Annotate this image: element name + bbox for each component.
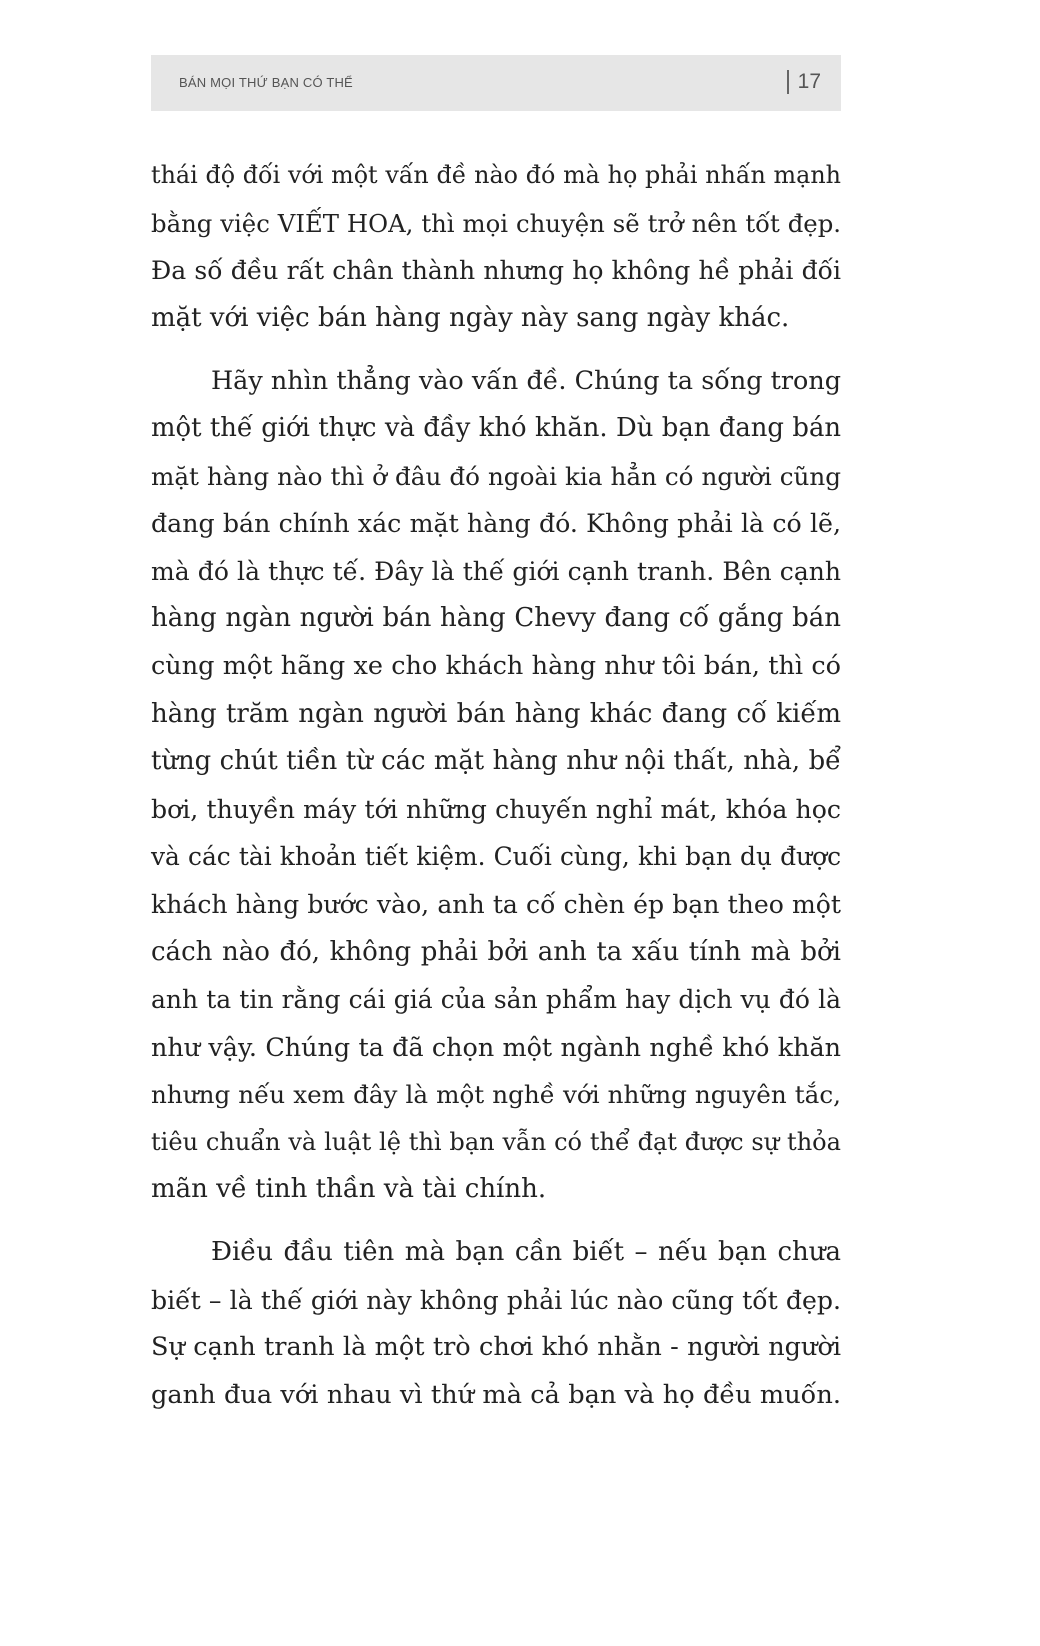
running-header — [151, 55, 841, 111]
text-line: hàng ngàn người bán hàng Chevy đang cố gắng bán — [151, 603, 841, 634]
text-line: biết – là thế giới này không phải lúc nào cũng tốt đẹp. — [151, 1285, 841, 1315]
text-line: hàng trăm ngàn người bán hàng khác đang cố kiếm — [151, 698, 841, 729]
text-line: mà đó là thực tế. Đây là thế giới cạnh tranh. Bên cạnh — [151, 556, 841, 586]
text-line: bơi, thuyền máy tới những chuyến nghỉ mát, khóa học — [151, 794, 841, 824]
text-line: thái độ đối với một vấn đề nào đó mà họ phải nhấn mạnh — [151, 161, 841, 189]
text-line: Điều đầu tiên mà bạn cần biết – nếu bạn chưa — [211, 1237, 841, 1268]
paragraph-2 — [151, 357, 841, 1214]
text-line: từng chút tiền từ các mặt hàng như nội thất, nhà, bể — [151, 746, 841, 777]
text-line: một thế giới thực và đầy khó khăn. Dù bạn đang bán — [151, 412, 841, 443]
text-line: cách nào đó, không phải bởi anh ta xấu tính mà bởi — [151, 936, 841, 967]
text-line: và các tài khoản tiết kiệm. Cuối cùng, khi bạn dụ được — [151, 842, 841, 872]
text-line: tiêu chuẩn và luật lệ thì bạn vẫn có thể đạt được sự thỏa — [151, 1127, 841, 1156]
text-line: đang bán chính xác mặt hàng đó. Không phải là có lẽ, — [151, 509, 841, 539]
text-line: mặt với việc bán hàng ngày này sang ngày khác. — [151, 302, 790, 333]
text-line: nhưng nếu xem đây là một nghề với những nguyên tắc, — [151, 1080, 841, 1110]
paragraph-1 — [151, 152, 841, 342]
text-line: cùng một hãng xe cho khách hàng như tôi bán, thì có — [151, 650, 841, 681]
text-line: mặt hàng nào thì ở đâu đó ngoài kia hẳn có người cũng — [151, 461, 841, 491]
paragraph-3 — [151, 1229, 841, 1419]
text-line: anh ta tin rằng cái giá của sản phẩm hay dịch vụ đó là — [151, 985, 841, 1015]
text-line: như vậy. Chúng ta đã chọn một ngành nghề khó khăn — [151, 1031, 841, 1062]
text-line: Hãy nhìn thẳng vào vấn đề. Chúng ta sống trong — [211, 365, 841, 396]
text-line: mãn về tinh thần và tài chính. — [151, 1174, 547, 1205]
text-line: khách hàng bước vào, anh ta cố chèn ép bạn theo một — [151, 889, 841, 919]
body-text — [151, 152, 841, 1419]
page-number-divider — [787, 70, 789, 94]
text-line: Đa số đều rất chân thành nhưng họ không hề phải đối — [151, 256, 841, 286]
text-line: bằng việc VIẾT HOA, thì mọi chuyện sẽ trở nên tốt đẹp. — [151, 208, 841, 238]
page-number-group — [787, 69, 821, 95]
running-title: BÁN MỌI THỨ BẠN CÓ THỂ — [179, 75, 353, 90]
text-line: Sự cạnh tranh là một trò chơi khó nhằn - người người — [151, 1332, 841, 1363]
text-line: ganh đua với nhau vì thứ mà cả bạn và họ đều muốn. — [151, 1379, 841, 1410]
page-number: 17 — [797, 70, 821, 93]
